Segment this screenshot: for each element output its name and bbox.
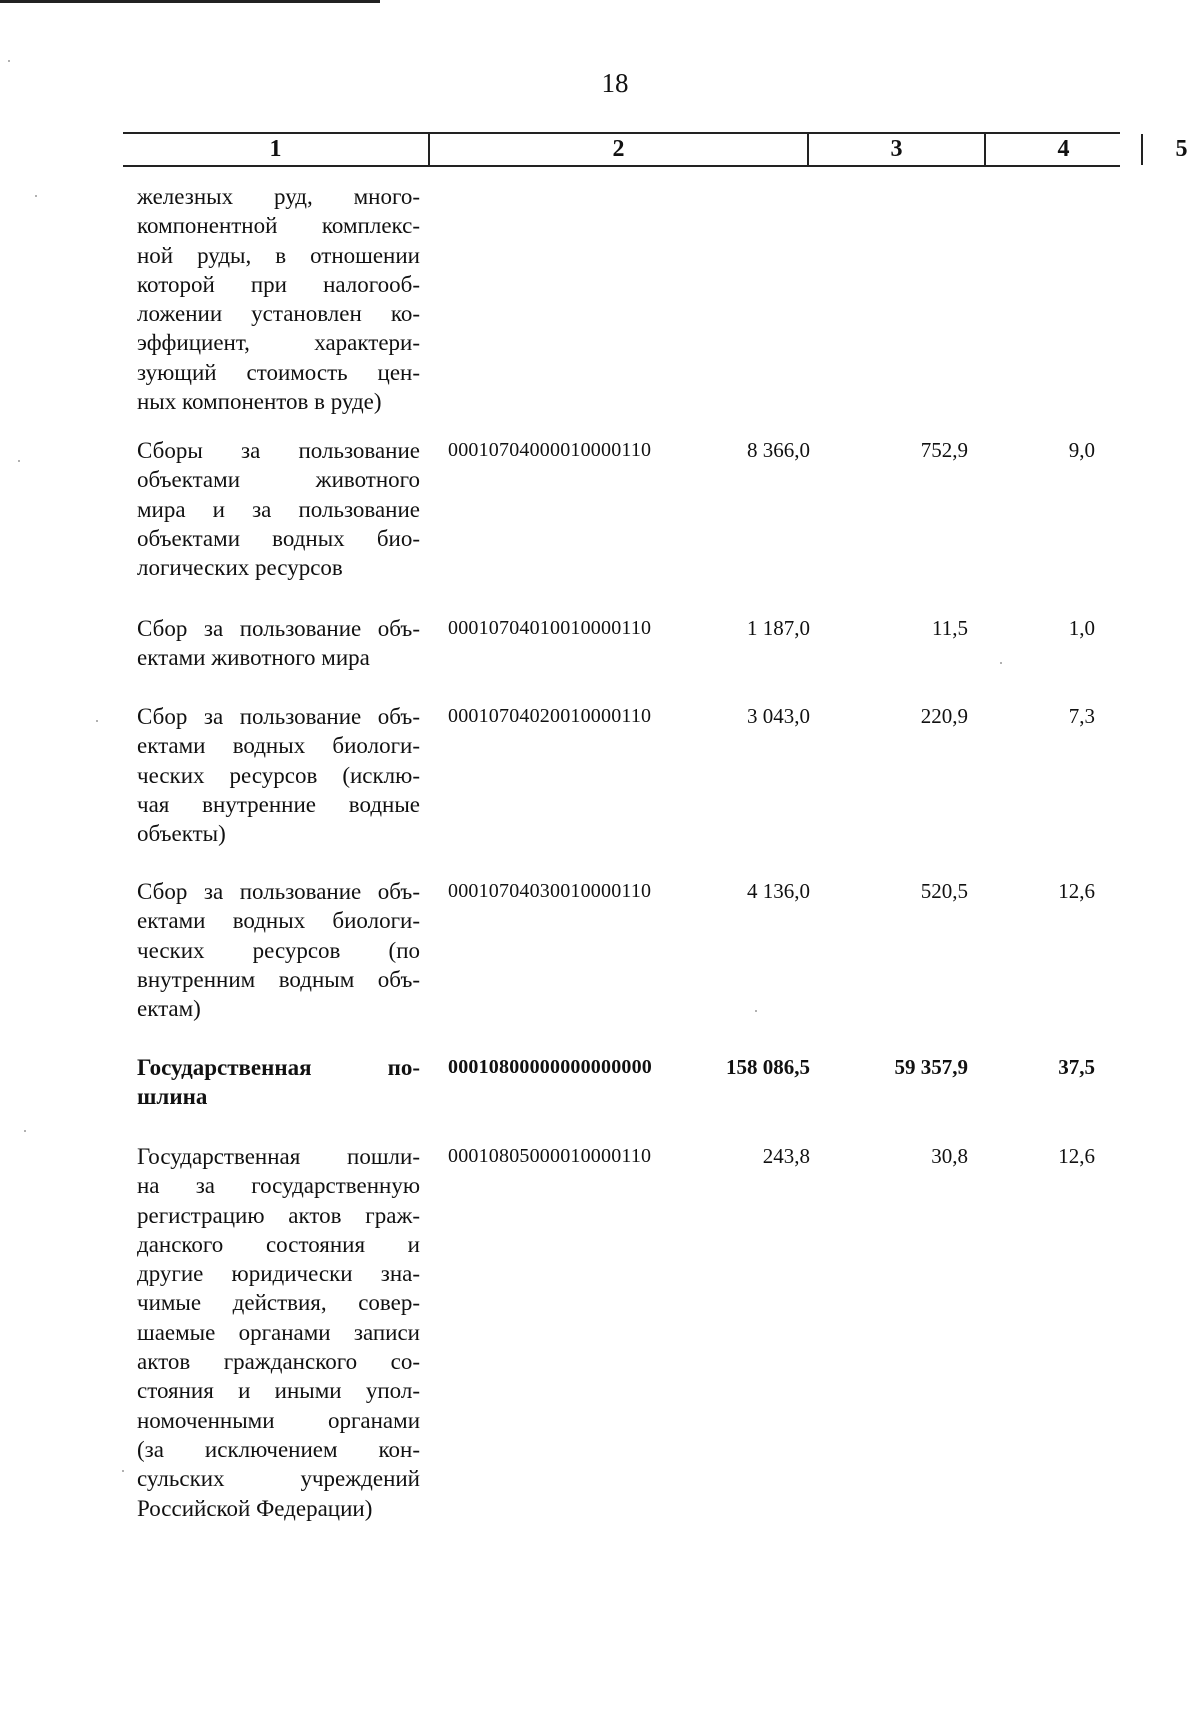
row-name-line: чая внутренние водные bbox=[137, 791, 420, 817]
scan-speck bbox=[18, 460, 20, 462]
row-name-line: (за исключением кон- bbox=[137, 1436, 420, 1462]
row-name-line: эффициент, характери- bbox=[137, 330, 420, 356]
row-name-line: шаемые органами записи bbox=[137, 1319, 420, 1345]
scan-speck bbox=[35, 195, 37, 197]
row-name-line: ектами водных биологи- bbox=[137, 908, 420, 934]
row-name-line: ектам) bbox=[137, 996, 201, 1022]
row-col3-value: 243,8 bbox=[762, 1144, 810, 1168]
row-name-line: регистрацию актов граж- bbox=[137, 1202, 420, 1228]
row-name-line: объектами водных био- bbox=[137, 525, 420, 551]
row-col3-value: 3 043,0 bbox=[747, 704, 810, 728]
row-name-line: которой при налогооб- bbox=[137, 271, 420, 297]
row-col3-value: 8 366,0 bbox=[747, 438, 810, 462]
row-code: 00010805000010000110 bbox=[448, 1145, 652, 1167]
row-name-line: данского состояния и bbox=[137, 1231, 420, 1257]
row-name-line: Сбор за пользование объ- bbox=[137, 879, 420, 904]
row-code: 00010704000010000110 bbox=[448, 439, 652, 461]
row-name bbox=[137, 182, 420, 416]
row-col5-value: 12,6 bbox=[1058, 879, 1095, 903]
scan-speck bbox=[24, 1130, 26, 1132]
row-name bbox=[137, 877, 420, 1023]
scan-speck bbox=[755, 1010, 757, 1012]
scan-speck bbox=[8, 60, 10, 62]
row-col4-value: 11,5 bbox=[932, 616, 968, 640]
row-col4-value: 752,9 bbox=[920, 438, 968, 462]
row-col3-value: 158 086,5 bbox=[726, 1055, 810, 1079]
row-col5-value: 7,3 bbox=[1068, 704, 1095, 728]
scan-speck bbox=[96, 720, 98, 722]
table-header bbox=[123, 132, 1188, 167]
row-name-line: стояния и иными упол- bbox=[137, 1378, 420, 1404]
row-name-line: Государственная по- bbox=[137, 1055, 420, 1080]
row-name-line: ческих ресурсов (по bbox=[137, 937, 420, 963]
row-name-line: ектами животного мира bbox=[137, 645, 370, 671]
row-name bbox=[137, 614, 420, 673]
row-name-line: Российской Федерации) bbox=[137, 1495, 373, 1521]
row-col5-value: 9,0 bbox=[1068, 438, 1095, 462]
row-col4-value: 220,9 bbox=[920, 704, 968, 728]
row-name-line: объекты) bbox=[137, 821, 226, 847]
header-col-2: 2 bbox=[612, 136, 625, 162]
row-name-line: актов гражданского со- bbox=[137, 1349, 420, 1375]
row-name-line: номоченными органами bbox=[137, 1407, 420, 1433]
row-name bbox=[137, 702, 420, 848]
row-name-line: объектами животного bbox=[137, 467, 420, 493]
row-name-line: чимые действия, совер- bbox=[137, 1290, 420, 1316]
row-name-line: Сбор за пользование объ- bbox=[137, 704, 420, 729]
row-name-line: другие юридически зна- bbox=[137, 1261, 420, 1287]
row-code: 00010800000000000000 bbox=[448, 1056, 652, 1078]
row-name-line: шлина bbox=[137, 1084, 208, 1110]
row-name-line: ческих ресурсов (исклю- bbox=[137, 762, 420, 788]
scan-speck bbox=[1000, 662, 1002, 664]
row-col5-value: 12,6 bbox=[1058, 1144, 1095, 1168]
row-name-line: Государственная пошли- bbox=[137, 1144, 420, 1169]
row-col4-value: 30,8 bbox=[931, 1144, 968, 1168]
row-code: 00010704020010000110 bbox=[448, 705, 652, 727]
row-col4-value: 520,5 bbox=[920, 879, 968, 903]
row-name-line: ных компонентов в руде) bbox=[137, 389, 382, 415]
row-name-line: ектами водных биологи- bbox=[137, 733, 420, 759]
row-code: 00010704010010000110 bbox=[448, 617, 652, 639]
row-name-line: сульских учреждений bbox=[137, 1466, 420, 1492]
row-name-line: зующий стоимость цен- bbox=[137, 359, 420, 385]
row-name-line: ной руды, в отношении bbox=[137, 242, 420, 268]
header-col-1: 1 bbox=[269, 136, 282, 162]
header-col-4: 4 bbox=[1057, 136, 1070, 162]
row-col4-value: 59 357,9 bbox=[894, 1055, 968, 1079]
row-name-line: на за государственную bbox=[137, 1173, 420, 1199]
row-name-line: Сбор за пользование объ- bbox=[137, 616, 420, 641]
top-scan-rule bbox=[0, 0, 380, 3]
header-col-5: 5 bbox=[1175, 136, 1188, 162]
row-code: 00010704030010000110 bbox=[448, 880, 652, 902]
row-name-line: Сборы за пользование bbox=[137, 438, 420, 463]
header-col-3: 3 bbox=[890, 136, 903, 162]
row-name-line: внутренним водным объ- bbox=[137, 966, 420, 992]
row-name-line: железных руд, много- bbox=[137, 184, 420, 209]
row-col5-value: 1,0 bbox=[1068, 616, 1095, 640]
row-col5-value: 37,5 bbox=[1058, 1055, 1095, 1079]
row-name bbox=[137, 1053, 420, 1112]
scan-speck bbox=[122, 1470, 124, 1472]
row-name-line: мира и за пользование bbox=[137, 496, 420, 522]
row-name-line: компонентной комплекс- bbox=[137, 213, 420, 239]
row-name bbox=[137, 436, 420, 582]
row-name-line: ложении установлен ко- bbox=[137, 301, 420, 327]
row-col3-value: 1 187,0 bbox=[747, 616, 810, 640]
page-number: 18 bbox=[601, 68, 629, 98]
row-name bbox=[137, 1142, 420, 1523]
row-col3-value: 4 136,0 bbox=[747, 879, 810, 903]
row-name-line: логических ресурсов bbox=[137, 555, 343, 581]
